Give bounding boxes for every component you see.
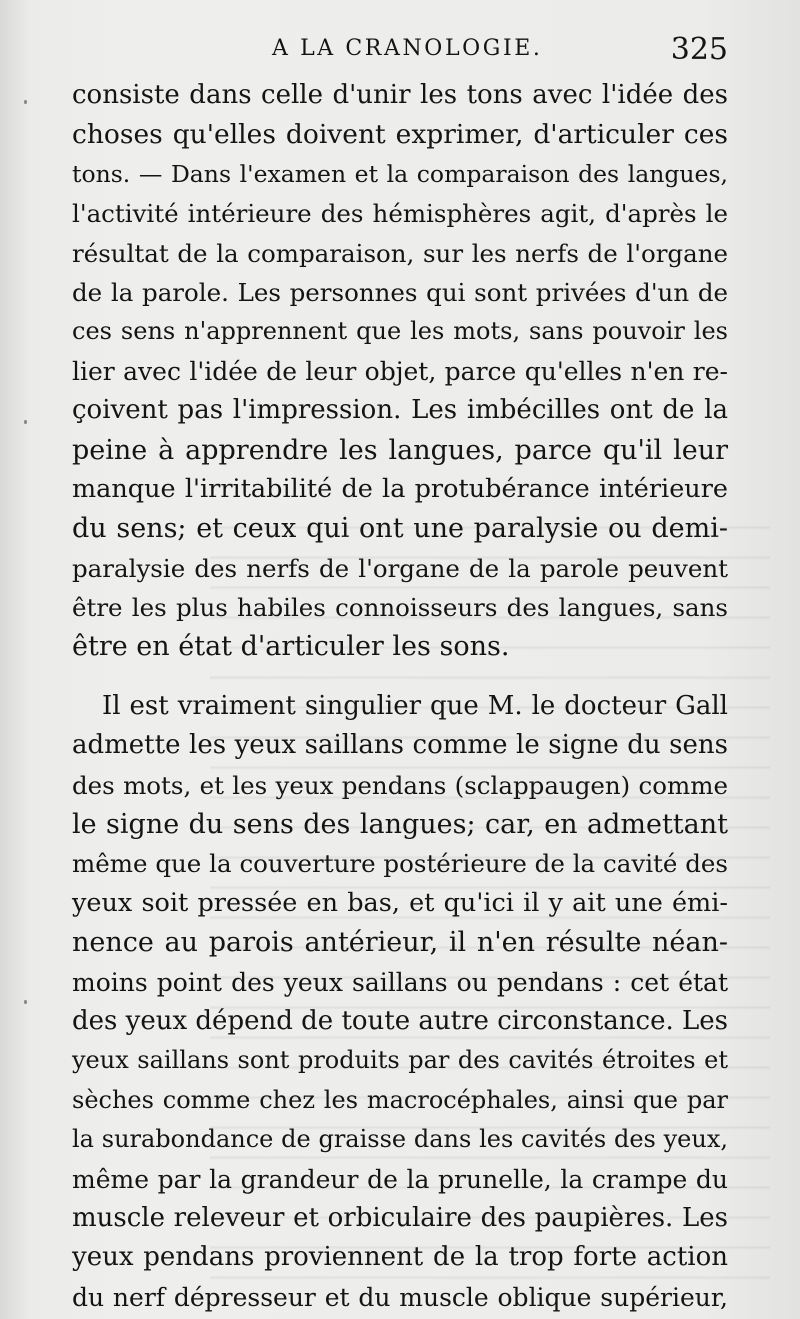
text-line: ces sens n'apprennent que les mots, sans pouvoir les [72,317,728,346]
text-line: muscle releveur et orbiculaire des paupières. Les [72,1202,728,1233]
gutter-speck [24,100,27,104]
running-title: A LA CRANOLOGIE. [272,36,543,61]
text-line: des yeux dépend de toute autre circonstance. Les [72,1005,728,1036]
text-line: lier avec l'idée de leur objet, parce qu'elles n'en re- [72,356,728,386]
text-line: yeux soit pressée en bas, et qu'ici il y ait une émi- [72,887,728,918]
text-line: le signe du sens des langues; car, en admettant [72,809,728,841]
gutter-speck [24,1000,27,1004]
text-line: choses qu'elles doivent exprimer, d'articuler ces [72,119,728,151]
paragraph-1 [72,76,728,667]
text-line: être les plus habiles connoisseurs des langues, sans [72,593,728,623]
text-line: admette les yeux saillans comme le signe du sens [72,730,728,761]
text-line: moins point des yeux saillans ou pendans : cet état [72,967,728,997]
page-header [72,34,728,74]
text-line: paralysie des nerfs de l'organe de la parole peuvent [72,553,728,583]
text-line: peine à apprendre les langues, parce qu'il leur [72,434,728,466]
text-line: résultat de la comparaison, sur les nerfs de l'organe [72,238,728,268]
text-line: yeux saillans sont produits par des cavités étroites et [72,1046,728,1075]
paragraph-2 [72,687,728,1317]
text-line: yeux pendans proviennent de la trop forte action [72,1242,728,1273]
text-line: tons. — Dans l'examen et la comparaison des langues, [72,159,728,188]
text-line: être en état d'articuler les sons. [72,631,510,663]
text-line: du nerf dépresseur et du muscle oblique supérieur, [72,1282,728,1312]
text-line: sèches comme chez les macrocéphales, ainsi que par [72,1085,728,1114]
page-number: 325 [670,32,728,67]
text-line: même par la grandeur de la prunelle, la crampe du [72,1164,728,1194]
text-line: Il est vraiment singulier que M. le docteur Gall [102,690,728,721]
text-line: çoivent pas l'impression. Les imbécilles ont de la [72,395,728,426]
text-line: du sens; et ceux qui ont une paralysie ou demi- [72,513,728,545]
text-line: consiste dans celle d'unir les tons avec l'idée des [72,80,728,110]
text-line: même que la couverture postérieure de la cavité des [72,849,728,879]
gutter-speck [24,420,27,424]
paragraph-gap [72,667,728,687]
text-line: des mots, et les yeux pendans (sclappaugen) comme [72,770,728,800]
body-text [72,76,728,1317]
text-line: nence au parois antérieur, il n'en résulte néan- [72,927,728,959]
text-line: de la parole. Les personnes qui sont privées d'un de [72,277,728,307]
text-line: l'activité intérieure des hémisphères agit, d'après le [72,199,728,229]
text-line: la surabondance de graisse dans les cavités des yeux, [72,1125,728,1154]
text-line: manque l'irritabilité de la protubérance intérieure [72,473,728,504]
